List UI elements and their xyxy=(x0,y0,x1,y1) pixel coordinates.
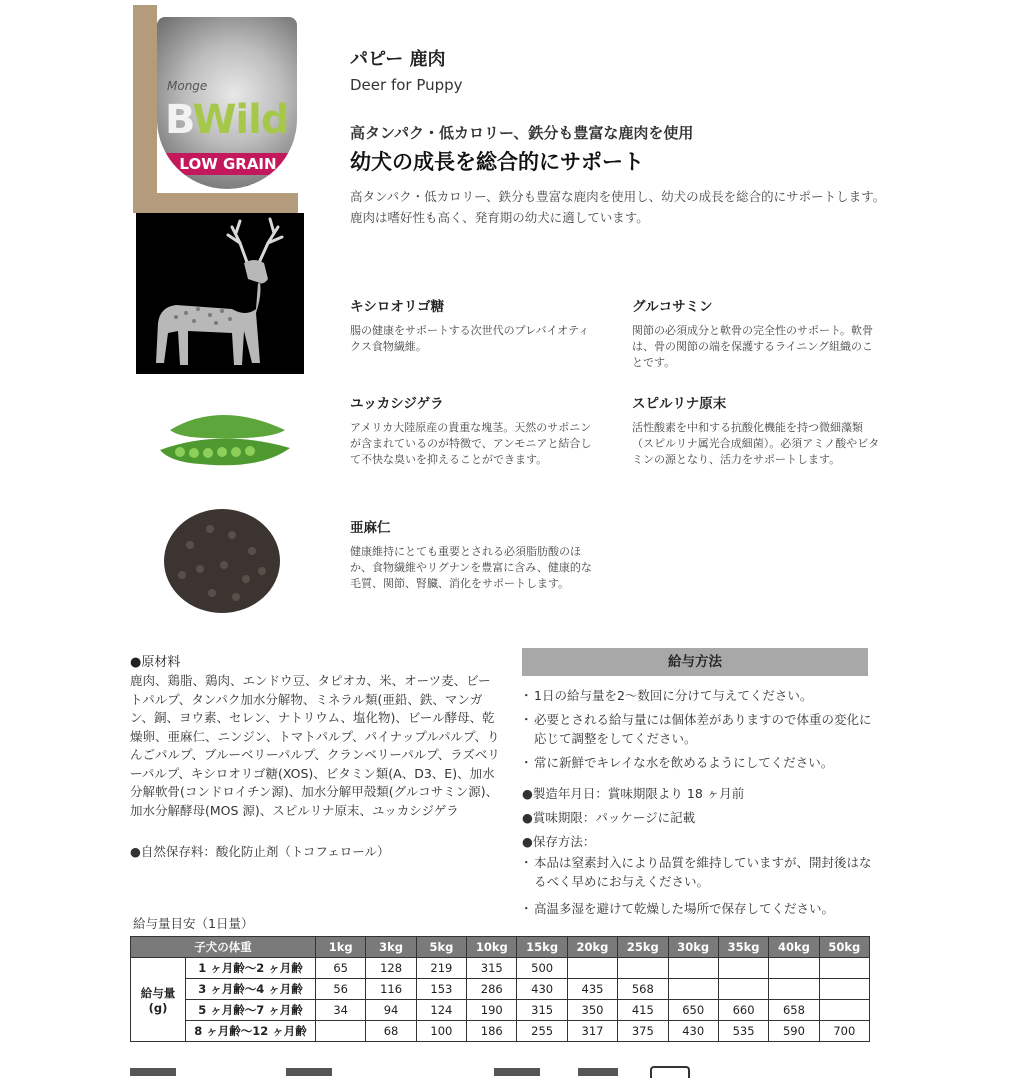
header-weight: 3kg xyxy=(366,937,416,958)
peas-image xyxy=(150,400,295,475)
ingredient-text: 健康維持にとても重要とされる必須脂肪酸のほか、食物繊維やリグナンを豊富に含み、健康的な毛質、関節、腎臓、消化をサポートします。 xyxy=(350,545,592,590)
storage-heading: ●保存方法： xyxy=(522,834,596,849)
ingredient-text: アメリカ大陸原産の貴重な塊茎。天然のサポニンが含まれているのが特徴で、アンモニアと結合して不快な臭いを抑えることができます。 xyxy=(350,421,592,466)
feeding-item: ・ 1日の給与量を2〜数回に分けて与えてください。 xyxy=(522,686,882,705)
table-cell: 186 xyxy=(467,1021,517,1042)
table-cell: 315 xyxy=(467,958,517,979)
table-cell: 435 xyxy=(567,979,617,1000)
table-cell: 34 xyxy=(316,1000,366,1021)
table-cell: 375 xyxy=(618,1021,668,1042)
age-cell: 3 ヶ月齢〜4 ヶ月齢 xyxy=(186,979,316,1000)
table-cell xyxy=(769,958,819,979)
ingredient-name: スピルリナ原末 xyxy=(632,396,727,412)
product-headline: 幼犬の成長を総合的にサポート xyxy=(350,150,644,174)
table-row xyxy=(131,1000,870,1021)
table-cell: 255 xyxy=(517,1021,567,1042)
logo-emblem xyxy=(157,17,297,189)
feeding-instructions xyxy=(522,686,882,777)
header-weight: 10kg xyxy=(467,937,517,958)
ingredient-text: 腸の健康をサポートする次世代のプレバイオティクス食物繊維。 xyxy=(350,324,590,353)
feeding-item: ・ 必要とされる給与量には個体差がありますので体重の変化に応じて調整をしてください。 xyxy=(522,710,882,748)
header-weight: 1kg xyxy=(316,937,366,958)
table-cell xyxy=(718,979,768,1000)
ingredient-name: グルコサミン xyxy=(632,299,713,315)
table-cell: 650 xyxy=(668,1000,718,1021)
table-cell: 65 xyxy=(316,958,366,979)
ingredient-text: 活性酸素を中和する抗酸化機能を持つ微細藻類（スピルリナ属光合成細菌）。必須アミノ酸やビタミンの源となり、活力をサポートします。 xyxy=(632,421,880,466)
table-cell: 658 xyxy=(769,1000,819,1021)
table-cell: 430 xyxy=(668,1021,718,1042)
table-cell: 415 xyxy=(618,1000,668,1021)
table-cell xyxy=(316,1021,366,1042)
feeding-table-caption: 給与量目安（1日量） xyxy=(133,916,254,931)
table-cell: 568 xyxy=(618,979,668,1000)
flaxseed-image xyxy=(160,495,285,620)
table-cell: 116 xyxy=(366,979,416,1000)
table-cell: 190 xyxy=(467,1000,517,1021)
logo-wordmark: BWild xyxy=(165,97,289,143)
table-row xyxy=(131,979,870,1000)
table-cell xyxy=(668,979,718,1000)
product-tagline: 高タンパク・低カロリー、鉄分も豊富な鹿肉を使用 xyxy=(350,124,694,142)
table-row xyxy=(131,958,870,979)
age-cell: 5 ヶ月齢〜7 ヶ月齢 xyxy=(186,1000,316,1021)
table-cell: 94 xyxy=(366,1000,416,1021)
storage-item: ・ 高温多湿を避けて乾燥した場所で保存してください。 xyxy=(522,899,882,918)
header-weight-label: 子犬の体重 xyxy=(131,937,316,958)
table-cell xyxy=(718,958,768,979)
header-weight: 35kg xyxy=(718,937,768,958)
header-weight: 20kg xyxy=(567,937,617,958)
storage-item: ・ 本品は窒素封入により品質を維持していますが、開封後はなるべく早めにお与えください。 xyxy=(522,853,882,891)
table-cell: 700 xyxy=(819,1021,869,1042)
footer-cropped xyxy=(130,1064,690,1080)
product-title: パピー 鹿肉 xyxy=(350,49,446,70)
table-cell xyxy=(567,958,617,979)
table-cell: 315 xyxy=(517,1000,567,1021)
table-cell: 430 xyxy=(517,979,567,1000)
italy-flag-icon xyxy=(247,185,265,189)
ingredient-xos xyxy=(350,295,600,355)
header-weight: 25kg xyxy=(618,937,668,958)
manufacture-date-note: ●製造年月日：賞味期限より 18 ヶ月前 xyxy=(522,786,745,801)
table-cell: 153 xyxy=(416,979,466,1000)
table-row xyxy=(131,1021,870,1042)
logo-brand: Monge xyxy=(167,79,208,93)
table-cell: 535 xyxy=(718,1021,768,1042)
header-weight: 15kg xyxy=(517,937,567,958)
table-cell xyxy=(819,958,869,979)
deer-image xyxy=(136,213,304,374)
expiry-note: ●賞味期限：パッケージに記載 xyxy=(522,810,696,825)
table-cell xyxy=(618,958,668,979)
table-cell: 660 xyxy=(718,1000,768,1021)
table-cell: 68 xyxy=(366,1021,416,1042)
table-cell xyxy=(668,958,718,979)
table-cell: 590 xyxy=(769,1021,819,1042)
table-cell xyxy=(819,979,869,1000)
ingredient-glucosamine xyxy=(632,295,882,371)
ingredient-text: 関節の必須成分と軟骨の完全性のサポート。軟骨は、骨の関節の端を保護するライニング組織のことです。 xyxy=(632,324,874,369)
feeding-heading: 給与方法 xyxy=(522,648,868,676)
materials-list: 鹿肉、鶏脂、鶏肉、エンドウ豆、タピオカ、米、オーツ麦、ビートパルプ、タンパク加水分解物、ミネラル類(亜鉛、鉄、マンガン、銅、ヨウ素、セレン、ナトリウム、塩化物)、ビール酵母、乾燥卵、亜麻仁、ニンジン、トマトパルプ、パイナップルパルプ、りんごパルプ、ブルーベリーパルプ、クランベリーパルプ、ラズベリーパルプ、キシロオリゴ糖(XOS)、ビタミン類(A、D3、E)、加水分解軟骨(コンドロイチン源)、加水分解甲殻類(グルコサミン源)、加水分解酵母(MOS 源)、スピルリナ原末、ユッカシジゲラ xyxy=(130,673,500,818)
header-weight: 50kg xyxy=(819,937,869,958)
ingredient-yucca xyxy=(350,392,600,468)
ingredient-spirulina xyxy=(632,392,882,468)
product-description: 高タンパク・低カロリー、鉄分も豊富な鹿肉を使用し、幼犬の成長を総合的にサポートします。鹿肉は嗜好性も高く、発育期の幼犬に適しています。 xyxy=(350,189,886,225)
ingredient-name: ユッカシジゲラ xyxy=(350,396,444,412)
materials-heading: ●原材料 xyxy=(130,655,181,670)
header-weight: 30kg xyxy=(668,937,718,958)
product-subtitle: Deer for Puppy xyxy=(350,76,463,94)
header-weight: 5kg xyxy=(416,937,466,958)
logo-frame-bottom xyxy=(133,193,298,213)
table-cell: 56 xyxy=(316,979,366,1000)
age-cell: 1 ヶ月齢〜2 ヶ月齢 xyxy=(186,958,316,979)
table-cell: 500 xyxy=(517,958,567,979)
table-header-row xyxy=(131,937,870,958)
row-label: 給与量 (g) xyxy=(131,958,186,1042)
header-weight: 40kg xyxy=(769,937,819,958)
table-cell: 286 xyxy=(467,979,517,1000)
age-cell: 8 ヶ月齢〜12 ヶ月齢 xyxy=(186,1021,316,1042)
storage-instructions xyxy=(522,853,882,923)
ingredient-flaxseed xyxy=(350,516,600,592)
ingredient-name: キシロオリゴ糖 xyxy=(350,299,445,315)
table-cell xyxy=(819,1000,869,1021)
table-cell: 100 xyxy=(416,1021,466,1042)
table-cell xyxy=(769,979,819,1000)
low-grain-badge: LOW GRAIN xyxy=(163,153,293,175)
ingredient-name: 亜麻仁 xyxy=(350,520,391,536)
feeding-item: ・ 常に新鮮でキレイな水を飲めるようにしてください。 xyxy=(522,753,882,772)
table-cell: 128 xyxy=(366,958,416,979)
preservative-note: ●自然保存料：酸化防止剤（トコフェロール） xyxy=(130,844,390,859)
table-cell: 219 xyxy=(416,958,466,979)
feeding-table xyxy=(130,936,870,1042)
table-cell: 124 xyxy=(416,1000,466,1021)
logo-frame xyxy=(133,5,157,213)
table-cell: 317 xyxy=(567,1021,617,1042)
brand-logo xyxy=(133,5,298,213)
table-cell: 350 xyxy=(567,1000,617,1021)
